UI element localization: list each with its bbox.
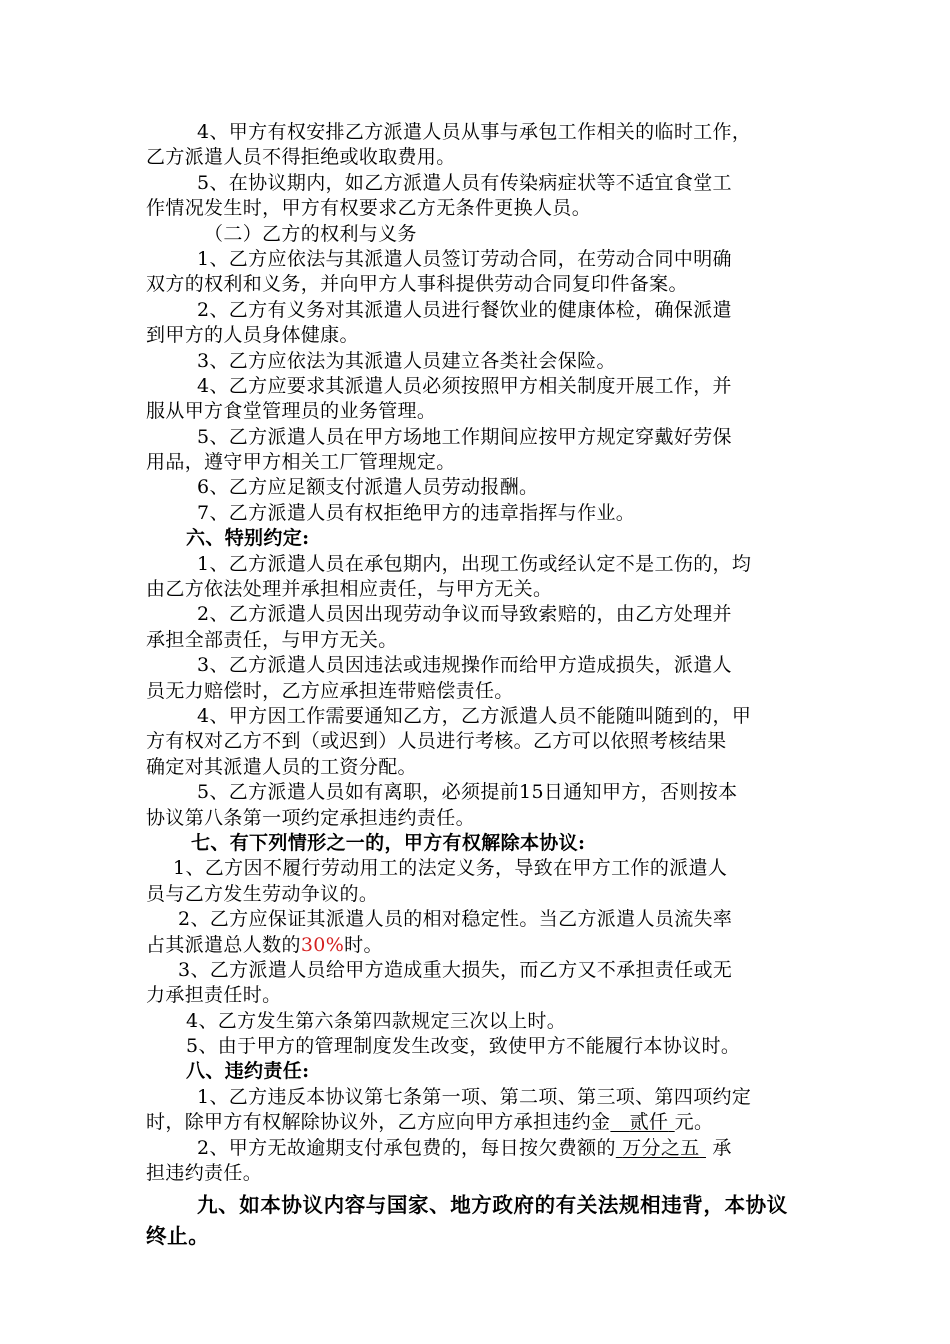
- paragraph-line: 3、乙方派遣人员因违法或违规操作而给甲方造成损失，派遣人: [197, 654, 732, 677]
- paragraph-line: 1、乙方应依法与其派遣人员签订劳动合同，在劳动合同中明确: [197, 247, 732, 270]
- paragraph-line: 力承担责任时。: [146, 984, 282, 1007]
- paragraph-line: 2、乙方有义务对其派遣人员进行餐饮业的健康体检，确保派遣: [197, 298, 732, 321]
- penalty-amount: 贰仟: [629, 1111, 669, 1134]
- paragraph-line: 承担全部责任，与甲方无关。: [146, 628, 398, 651]
- section-heading: 八、违约责任:: [186, 1060, 310, 1083]
- paragraph-line: 2、乙方应保证其派遣人员的相对稳定性。当乙方派遣人员流失率: [178, 908, 733, 931]
- paragraph-line: 5、在协议期内，如乙方派遣人员有传染病症状等不适宜食堂工: [197, 171, 732, 194]
- paragraph-line: 双方的权利和义务，并向甲方人事科提供劳动合同复印件备案。: [146, 273, 688, 296]
- section-heading: （二）乙方的权利与义务: [204, 222, 417, 245]
- inline-text: 时，除甲方有权解除协议外，乙方应向甲方承担违约金: [146, 1111, 611, 1134]
- inline-text: 承: [712, 1136, 732, 1159]
- paragraph-line: 4、乙方发生第六条第四款规定三次以上时。: [186, 1009, 567, 1032]
- paragraph-line: [146, 933, 811, 958]
- inline-text: 2、甲方无故逾期支付承包费的，每日按欠费额的: [197, 1136, 616, 1159]
- paragraph-line: 3、乙方派遣人员给甲方造成重大损失，而乙方又不承担责任或无: [178, 958, 733, 981]
- paragraph-line: 2、乙方派遣人员因出现劳动争议而导致索赔的，由乙方处理并: [197, 603, 732, 626]
- paragraph-line: [146, 1110, 811, 1135]
- paragraph-line: 担违约责任。: [146, 1162, 263, 1185]
- paragraph-line: 4、乙方应要求其派遣人员必须按照甲方相关制度开展工作，并: [197, 374, 732, 397]
- paragraph-line: 确定对其派遣人员的工资分配。: [146, 755, 417, 778]
- paragraph-line: 服从甲方食堂管理员的业务管理。: [146, 400, 437, 423]
- paragraph-line: 5、由于甲方的管理制度发生改变，致使甲方不能履行本协议时。: [186, 1035, 741, 1058]
- inline-text: 时。: [344, 933, 383, 956]
- inline-text: 占其派遣总人数的: [146, 933, 301, 956]
- paragraph-line: 5、乙方派遣人员在甲方场地工作期间应按甲方规定穿戴好劳保: [197, 425, 732, 448]
- paragraph-line: 协议第八条第一项约定承担违约责任。: [146, 806, 475, 829]
- paragraph-line: 方有权对乙方不到（或迟到）人员进行考核。乙方可以依照考核结果: [146, 730, 727, 753]
- paragraph-line: 5、乙方派遣人员如有离职，必须提前15日通知甲方，否则按本: [197, 781, 738, 804]
- paragraph-line: [146, 1136, 811, 1161]
- paragraph-line: 1、乙方派遣人员在承包期内，出现工伤或经认定不是工伤的，均: [197, 552, 752, 575]
- paragraph-line: 用品，遵守甲方相关工厂管理规定。: [146, 451, 456, 474]
- paragraph-line: 7、乙方派遣人员有权拒绝甲方的违章指挥与作业。: [197, 501, 636, 524]
- document-page: [146, 120, 811, 1249]
- paragraph-line: 员无力赔偿时，乙方应承担连带赔偿责任。: [146, 679, 514, 702]
- paragraph-line: 乙方派遣人员不得拒绝或收取费用。: [146, 146, 456, 169]
- paragraph-line: 1、乙方违反本协议第七条第一项、第二项、第三项、第四项约定: [197, 1085, 752, 1108]
- paragraph-line: 6、乙方应足额支付派遣人员劳动报酬。: [197, 476, 539, 499]
- paragraph-line: 1、乙方因不履行劳动用工的法定义务，导致在甲方工作的派遣人: [173, 857, 728, 880]
- inline-text: 元。: [674, 1111, 714, 1134]
- paragraph-line: 员与乙方发生劳动争议的。: [146, 882, 379, 905]
- section-heading: 终止。: [146, 1223, 210, 1248]
- paragraph-line: 由乙方依法处理并承担相应责任，与甲方无关。: [146, 578, 553, 601]
- paragraph-line: 到甲方的人员身体健康。: [146, 324, 359, 347]
- section-heading: 六、特别约定:: [186, 527, 310, 550]
- paragraph-line: 4、甲方因工作需要通知乙方，乙方派遣人员不能随叫随到的，甲: [197, 704, 752, 727]
- section-heading: 九、如本协议内容与国家、地方政府的有关法规相违背，本协议: [197, 1193, 788, 1218]
- paragraph-line: 作情况发生时，甲方有权要求乙方无条件更换人员。: [146, 197, 592, 220]
- daily-rate: 万分之五: [622, 1136, 700, 1159]
- percent-value: 30%: [300, 933, 345, 956]
- section-heading: 七、有下列情形之一的，甲方有权解除本协议:: [191, 831, 586, 854]
- paragraph-line: 4、甲方有权安排乙方派遣人员从事与承包工作相关的临时工作，: [197, 121, 752, 143]
- paragraph-line: 3、乙方应依法为其派遣人员建立各类社会保险。: [197, 349, 616, 372]
